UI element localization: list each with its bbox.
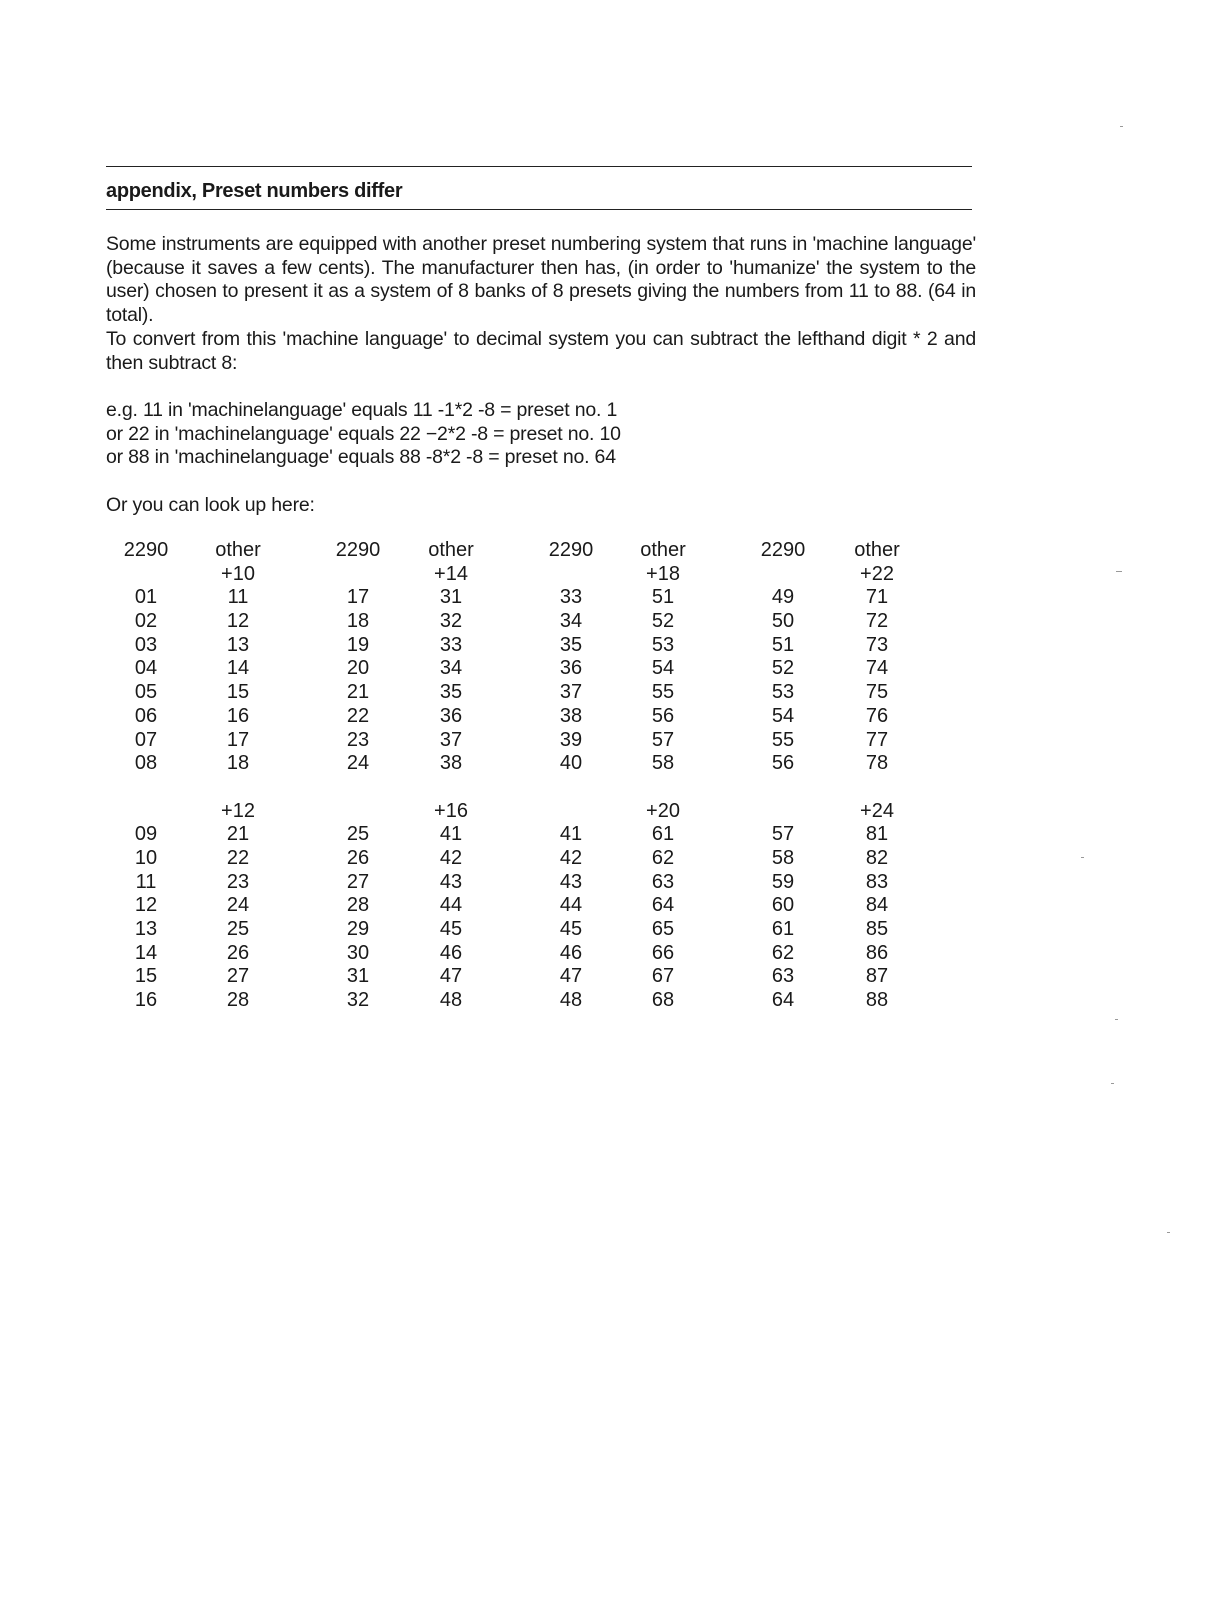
cell-other: 62: [651, 846, 675, 869]
scan-speck: [1120, 126, 1123, 127]
cell-other: 78: [865, 752, 889, 775]
cell-2290: 16: [134, 989, 158, 1012]
cell-2290: 52: [771, 657, 795, 680]
cell-2290: 50: [771, 610, 795, 633]
cell-other: 64: [651, 894, 675, 917]
table-row: [106, 894, 972, 918]
table-row: [106, 989, 972, 1013]
cell-2290: 45: [559, 918, 583, 940]
offset-label: +16: [434, 799, 468, 822]
cell-other: 38: [439, 752, 463, 775]
cell-2290: 18: [346, 610, 370, 633]
cell-2290: 31: [346, 965, 370, 988]
cell-2290: 23: [346, 728, 370, 751]
cell-other: 44: [439, 894, 463, 917]
cell-other: 55: [651, 681, 675, 704]
preset-conversion-table: [106, 539, 972, 1013]
page-heading: appendix, Preset numbers differ: [106, 180, 403, 202]
cell-2290: 22: [346, 704, 370, 727]
table-header-row: [106, 539, 972, 563]
scan-speck: [1115, 1019, 1118, 1020]
cell-other: 74: [865, 657, 889, 680]
cell-other: 52: [651, 610, 675, 633]
column-header: 2290: [335, 539, 381, 561]
column-header: 2290: [123, 539, 169, 561]
cell-other: 35: [439, 681, 463, 704]
cell-2290: 35: [559, 633, 583, 656]
cell-other: 25: [226, 918, 250, 940]
cell-other: 58: [651, 752, 675, 775]
cell-other: 37: [439, 728, 463, 751]
cell-2290: 27: [346, 870, 370, 893]
cell-other: 23: [226, 870, 250, 893]
cell-2290: 24: [346, 752, 370, 775]
cell-other: 21: [226, 823, 250, 846]
cell-2290: 41: [559, 823, 583, 846]
cell-2290: 07: [134, 728, 158, 751]
cell-2290: 11: [135, 870, 157, 893]
cell-2290: 09: [134, 823, 158, 846]
cell-other: 24: [226, 894, 250, 917]
top-rule: [106, 166, 972, 167]
cell-2290: 08: [134, 752, 158, 775]
cell-other: 51: [651, 586, 675, 609]
offset-row: [106, 800, 972, 824]
document-page: [106, 0, 976, 1597]
cell-2290: 61: [771, 918, 795, 940]
cell-other: 41: [439, 823, 463, 846]
cell-other: 48: [439, 989, 463, 1012]
cell-2290: 20: [346, 657, 370, 680]
column-header: other: [428, 539, 474, 561]
offset-label: +18: [646, 562, 680, 585]
body-text: [106, 233, 976, 517]
cell-other: 63: [651, 870, 675, 893]
cell-other: 66: [651, 941, 675, 964]
table-row: [106, 965, 972, 989]
table-row: [106, 681, 972, 705]
cell-2290: 06: [134, 704, 158, 727]
cell-other: 12: [226, 610, 250, 633]
cell-other: 28: [226, 989, 250, 1012]
table-row: [106, 847, 972, 871]
cell-other: 31: [439, 586, 463, 609]
cell-2290: 57: [771, 823, 795, 846]
cell-other: 32: [439, 610, 463, 633]
cell-2290: 33: [559, 586, 583, 609]
scan-speck: [1111, 1083, 1114, 1084]
cell-other: 88: [865, 989, 889, 1012]
cell-2290: 55: [771, 728, 795, 751]
cell-other: 36: [439, 704, 463, 727]
cell-2290: 19: [346, 633, 370, 656]
cell-2290: 28: [346, 894, 370, 917]
cell-2290: 36: [559, 657, 583, 680]
cell-other: 84: [865, 894, 889, 917]
cell-other: 85: [865, 918, 889, 940]
cell-other: 22: [226, 846, 250, 869]
cell-other: 14: [226, 657, 250, 680]
cell-2290: 38: [559, 704, 583, 727]
cell-other: 71: [865, 586, 889, 609]
cell-2290: 32: [346, 989, 370, 1012]
cell-2290: 43: [559, 870, 583, 893]
cell-2290: 14: [134, 941, 158, 964]
table-row: [106, 610, 972, 634]
example-line: or 88 in 'machinelanguage' equals 88 -8*2 -8 = preset no. 64: [106, 446, 616, 469]
cell-other: 47: [439, 965, 463, 988]
table-row: [106, 752, 972, 776]
cell-other: 16: [226, 704, 250, 727]
cell-2290: 21: [346, 681, 370, 704]
offset-label: +10: [221, 562, 255, 585]
cell-2290: 13: [134, 918, 158, 940]
cell-2290: 05: [134, 681, 158, 704]
cell-2290: 37: [559, 681, 583, 704]
cell-other: 15: [226, 681, 250, 704]
cell-2290: 17: [346, 586, 370, 609]
cell-2290: 29: [346, 918, 370, 940]
table-row: [106, 657, 972, 681]
cell-2290: 02: [134, 610, 158, 633]
table-row: [106, 918, 972, 942]
lookup-intro: Or you can look up here:: [106, 493, 315, 516]
offset-label: +20: [646, 799, 680, 822]
column-header: other: [854, 539, 900, 561]
cell-2290: 49: [771, 586, 795, 609]
offset-label: +14: [434, 562, 468, 585]
cell-2290: 46: [559, 941, 583, 964]
scan-speck: [1116, 571, 1122, 572]
cell-other: 77: [865, 728, 889, 751]
cell-other: 46: [439, 941, 463, 964]
table-row: [106, 871, 972, 895]
cell-other: 73: [865, 633, 889, 656]
cell-other: 33: [439, 633, 463, 656]
cell-other: 56: [651, 704, 675, 727]
cell-2290: 53: [771, 681, 795, 704]
column-header: other: [215, 539, 261, 561]
cell-2290: 01: [134, 586, 158, 609]
cell-2290: 48: [559, 989, 583, 1012]
cell-2290: 39: [559, 728, 583, 751]
table-row: [106, 634, 972, 658]
cell-other: 17: [226, 728, 250, 751]
cell-other: 27: [226, 965, 250, 988]
cell-2290: 15: [134, 965, 158, 988]
intro-paragraph: Some instruments are equipped with another preset numbering system that runs in 'machine language' (because it saves a few cents). The manufacturer then has, (in order to 'humanize' the system to the user) chosen to present it as a system of 8 banks of 8 presets giving the numbers from 11 to 88. (64 in total).: [106, 233, 976, 327]
column-header: 2290: [760, 539, 806, 561]
column-header: 2290: [548, 539, 594, 561]
heading-rule: [106, 209, 972, 210]
cell-other: 72: [865, 610, 889, 633]
cell-2290: 30: [346, 941, 370, 964]
offset-label: +12: [221, 799, 255, 822]
cell-other: 42: [439, 846, 463, 869]
cell-other: 83: [865, 870, 889, 893]
cell-2290: 42: [559, 846, 583, 869]
cell-other: 54: [651, 657, 675, 680]
cell-other: 18: [226, 752, 250, 775]
cell-2290: 54: [771, 704, 795, 727]
cell-2290: 26: [346, 846, 370, 869]
cell-other: 26: [226, 941, 250, 964]
scan-speck: [1081, 857, 1084, 858]
cell-other: 13: [226, 633, 250, 656]
cell-2290: 62: [771, 941, 795, 964]
offset-label: +24: [860, 799, 894, 822]
cell-other: 82: [865, 846, 889, 869]
cell-2290: 10: [134, 846, 158, 869]
example-line: e.g. 11 in 'machinelanguage' equals 11 -1*2 -8 = preset no. 1: [106, 398, 618, 421]
cell-2290: 58: [771, 846, 795, 869]
table-row: [106, 942, 972, 966]
cell-other: 34: [439, 657, 463, 680]
offset-label: +22: [860, 562, 894, 585]
cell-other: 57: [651, 728, 675, 751]
cell-2290: 60: [771, 894, 795, 917]
cell-other: 11: [227, 586, 249, 609]
cell-other: 81: [865, 823, 889, 846]
cell-2290: 56: [771, 752, 795, 775]
offset-row: [106, 563, 972, 587]
cell-2290: 51: [771, 633, 795, 656]
cell-other: 87: [865, 965, 889, 988]
cell-2290: 40: [559, 752, 583, 775]
cell-other: 86: [865, 941, 889, 964]
table-row: [106, 705, 972, 729]
cell-2290: 64: [771, 989, 795, 1012]
cell-2290: 44: [559, 894, 583, 917]
cell-other: 67: [651, 965, 675, 988]
cell-2290: 04: [134, 657, 158, 680]
cell-other: 68: [651, 989, 675, 1012]
cell-2290: 59: [771, 870, 795, 893]
cell-2290: 12: [134, 894, 158, 917]
cell-other: 61: [651, 823, 675, 846]
cell-2290: 63: [771, 965, 795, 988]
table-row: [106, 729, 972, 753]
scan-speck: [1167, 1232, 1170, 1233]
cell-other: 43: [439, 870, 463, 893]
cell-2290: 47: [559, 965, 583, 988]
conversion-paragraph: To convert from this 'machine language' to decimal system you can subtract the lefthand digit * 2 and then subtract 8:: [106, 327, 976, 374]
example-line: or 22 in 'machinelanguage' equals 22 −2*2 -8 = preset no. 10: [106, 422, 621, 445]
cell-other: 53: [651, 633, 675, 656]
cell-other: 65: [651, 918, 675, 940]
cell-2290: 25: [346, 823, 370, 846]
cell-other: 76: [865, 704, 889, 727]
table-row: [106, 586, 972, 610]
cell-other: 75: [865, 681, 889, 704]
table-row: [106, 823, 972, 847]
cell-2290: 34: [559, 610, 583, 633]
column-header: other: [640, 539, 686, 561]
cell-other: 45: [439, 918, 463, 940]
cell-2290: 03: [134, 633, 158, 656]
